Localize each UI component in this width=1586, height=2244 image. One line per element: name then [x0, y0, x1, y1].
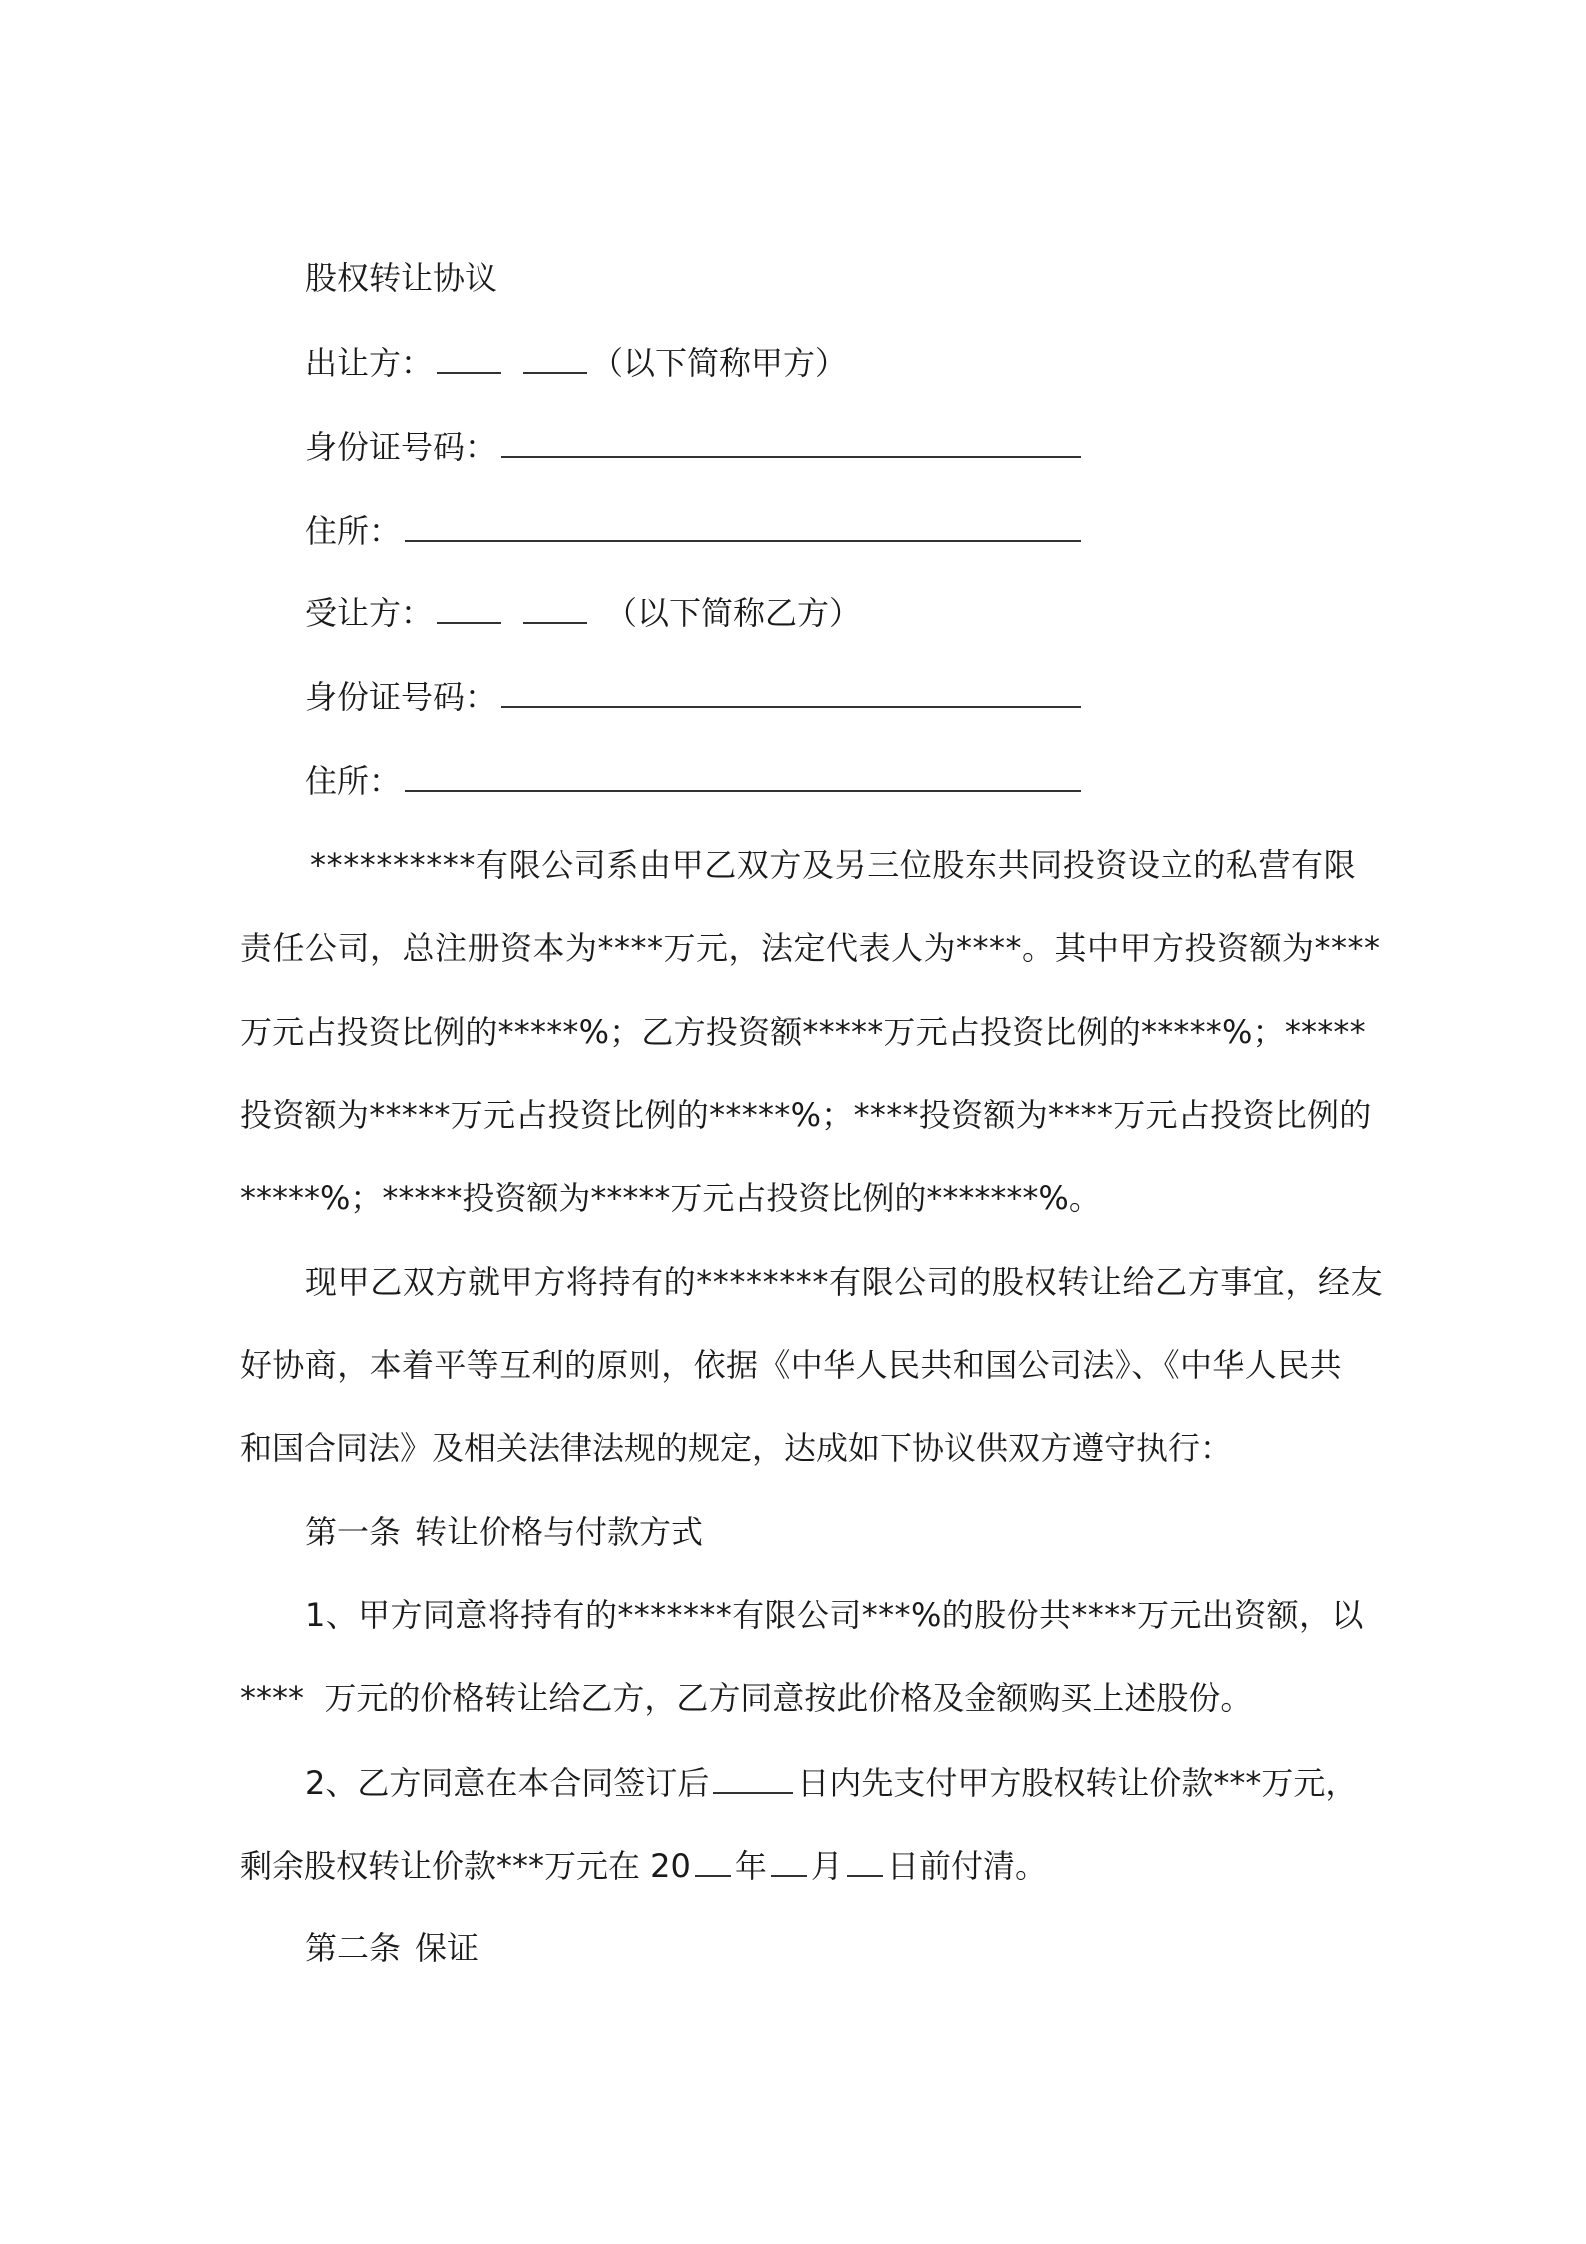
- clause2-days-blank: [713, 1762, 793, 1794]
- para2-line-2: 好协商，本着平等互利的原则，依据《中华人民共和国公司法》、《中华人民共: [240, 1346, 1343, 1384]
- article1-title: 转让价格与付款方式: [415, 1513, 704, 1551]
- transferee-addr-label: 住所：: [305, 762, 402, 800]
- clause2-text-a: 2、乙方同意在本合同签订后: [305, 1764, 710, 1802]
- article2-title: 保证: [415, 1929, 480, 1967]
- clause2-month: 月: [810, 1847, 843, 1885]
- transferee-blank-2: [523, 592, 587, 624]
- transferee-id-label: 身份证号码：: [305, 678, 498, 716]
- transferor-addr-blank: [405, 510, 1081, 542]
- transferor-line: [305, 342, 847, 383]
- para1-line-1: **********有限公司系由甲乙双方及另三位股东共同投资设立的私营有限: [310, 846, 1357, 884]
- para2-line-3: 和国合同法》及相关法律法规的规定，达成如下协议供双方遵守执行：: [240, 1429, 1233, 1467]
- transferee-label: 受让方：: [305, 594, 434, 632]
- clause2-line-1: [305, 1762, 1357, 1803]
- transferor-suffix: （以下简称甲方）: [591, 344, 848, 382]
- transferor-addr-label: 住所：: [305, 512, 402, 550]
- article1-label: 第一条: [305, 1513, 402, 1551]
- transferor-blank-1: [437, 342, 501, 374]
- clause2-text-b: 日内先支付甲方股权转让价款***万元，: [797, 1764, 1358, 1802]
- transferee-addr-blank: [405, 760, 1081, 792]
- transferor-id-line: [305, 426, 1085, 467]
- para1-line-2: 责任公司，总注册资本为****万元，法定代表人为****。其中甲方投资额为****: [240, 929, 1381, 967]
- clause1-line-2: **** 万元的价格转让给乙方，乙方同意按此价格及金额购买上述股份。: [240, 1679, 1253, 1717]
- clause2-text-c: 剩余股权转让价款***万元在 20: [240, 1847, 691, 1885]
- transferee-suffix: （以下简称乙方）: [605, 594, 862, 632]
- clause2-year: 年: [734, 1847, 767, 1885]
- article1-heading: [305, 1512, 703, 1552]
- article2-label: 第二条: [305, 1929, 402, 1967]
- doc-title: [305, 258, 497, 298]
- transferor-addr-line: [305, 510, 1085, 551]
- para1-line-5: *****%；*****投资额为*****万元占投资比例的*******%。: [240, 1179, 1101, 1217]
- article2-heading: [305, 1928, 479, 1968]
- transferee-id-blank: [501, 676, 1081, 708]
- clause2-line-2: [240, 1845, 1047, 1886]
- transferor-label: 出让方：: [305, 344, 434, 382]
- clause1-line-1: 1、甲方同意将持有的*******有限公司***%的股份共****万元出资额，以: [305, 1596, 1364, 1634]
- transferor-id-label: 身份证号码：: [305, 428, 498, 466]
- doc-title-text: 股权转让协议: [305, 259, 498, 297]
- transferor-id-blank: [501, 426, 1081, 458]
- month-blank: [771, 1845, 807, 1877]
- transferee-addr-line: [305, 760, 1085, 801]
- clause2-day: 日前付清。: [886, 1847, 1047, 1885]
- year-blank: [695, 1845, 731, 1877]
- para1-line-3: 万元占投资比例的*****%；乙方投资额*****万元占投资比例的*****%；*****: [240, 1013, 1366, 1051]
- transferee-blank-1: [437, 592, 501, 624]
- para2-line-1: 现甲乙双方就甲方将持有的********有限公司的股权转让给乙方事宜，经友: [305, 1263, 1384, 1301]
- transferee-line: [305, 592, 861, 633]
- para1-line-4: 投资额为*****万元占投资比例的*****%；****投资额为****万元占投资比例的: [240, 1096, 1372, 1134]
- day-blank: [847, 1845, 883, 1877]
- transferee-id-line: [305, 676, 1085, 717]
- transferor-blank-2: [523, 342, 587, 374]
